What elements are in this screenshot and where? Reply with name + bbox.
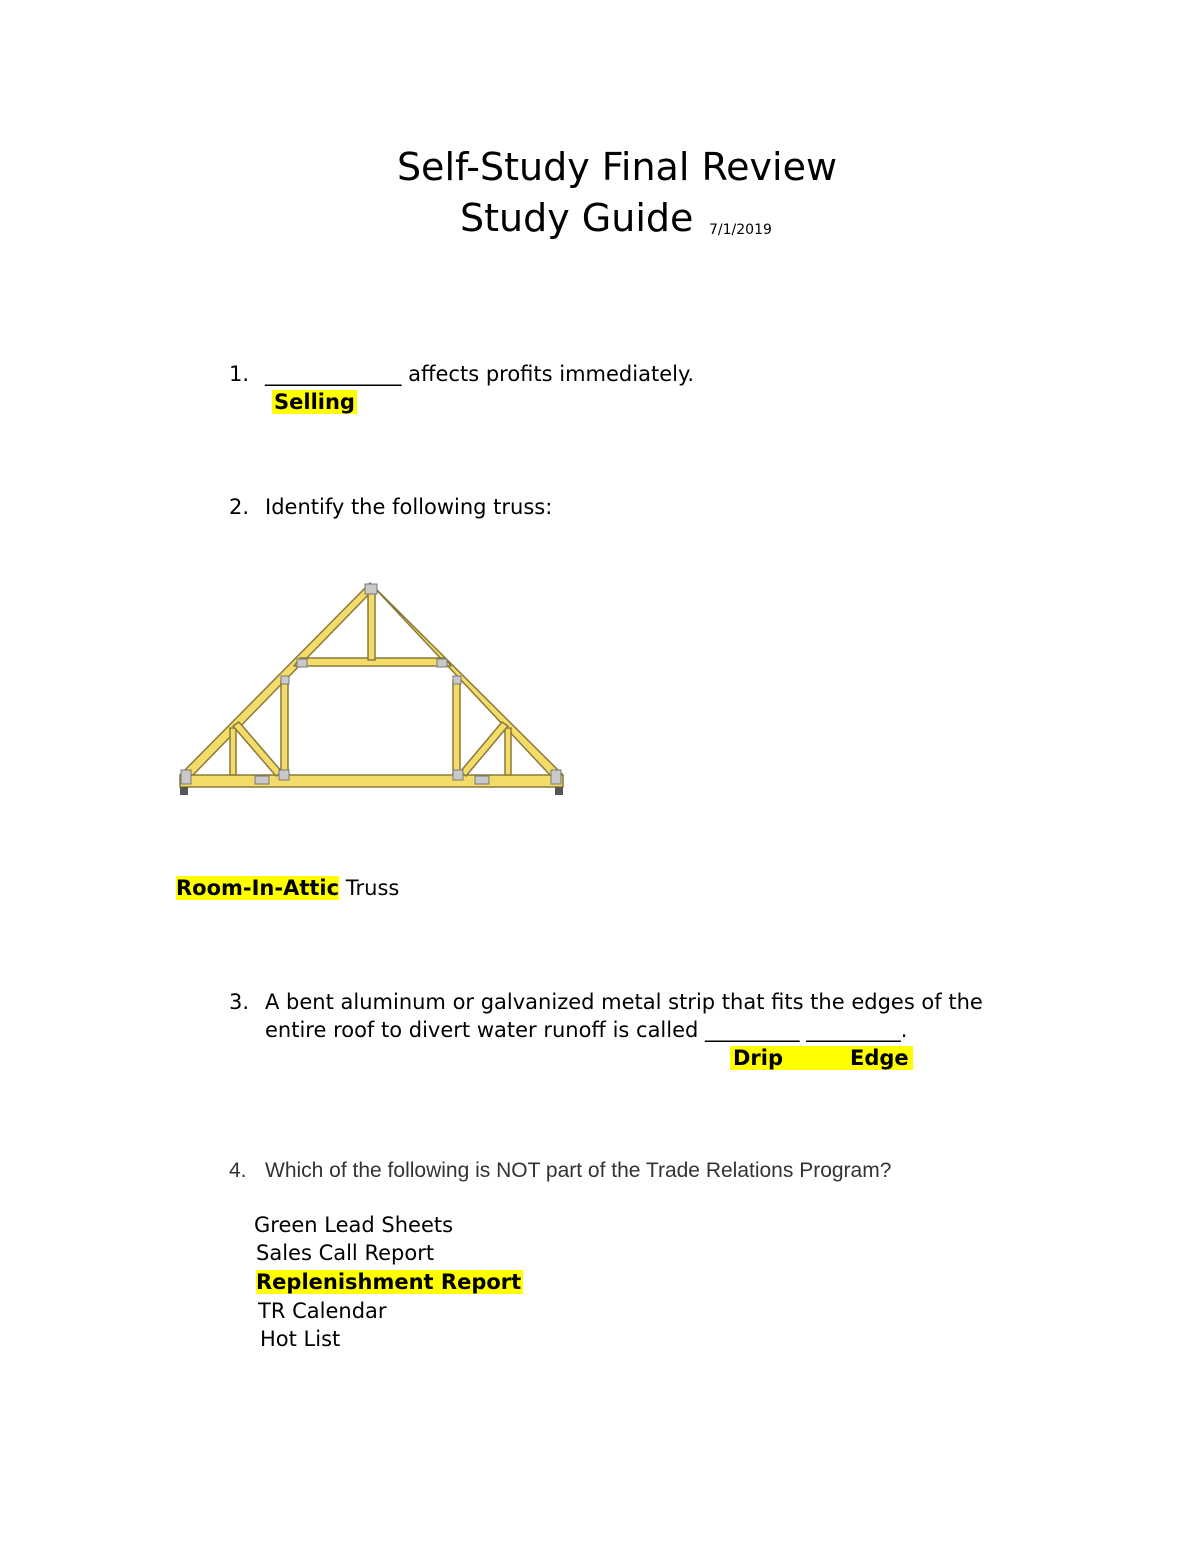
question-2-answer: Room-In-Attic [176, 876, 340, 900]
truss-left-heel-plate [181, 770, 191, 784]
truss-bottom-plate-right [475, 776, 489, 784]
question-2-text: Identify the following truss: [265, 495, 553, 519]
question-3-answer-box [730, 1046, 913, 1070]
truss-left-bearing [180, 787, 188, 795]
page-subtitle: Study Guide [460, 196, 694, 240]
truss-king-post [368, 588, 375, 660]
question-4-option-5: Hot List [260, 1327, 341, 1351]
question-3-number: 3. [229, 990, 250, 1014]
question-4-option-4: TR Calendar [258, 1299, 387, 1323]
truss-left-knee-top-plate [281, 676, 289, 684]
question-2-answer-line [176, 876, 399, 900]
document-date: 7/1/2019 [709, 222, 772, 238]
truss-left-top-chord [180, 583, 375, 775]
truss-right-knee-top-plate [453, 676, 461, 684]
question-1-number: 1. [229, 362, 250, 386]
question-4-number: 4. [229, 1159, 247, 1182]
truss-left-web-vertical [230, 728, 236, 775]
truss-right-web-diagonal [460, 722, 508, 776]
truss-left-knee-wall [281, 680, 288, 775]
truss-left-knee-plate [279, 770, 289, 780]
truss-bottom-chord [180, 775, 563, 787]
question-1-statement: affects profits immediately. [401, 362, 695, 386]
truss-left-collar-plate [297, 659, 307, 667]
question-3-line-1: A bent aluminum or galvanized metal strip that fits the edges of the [265, 990, 983, 1014]
question-1-text [265, 362, 694, 386]
truss-right-web-vertical [505, 728, 511, 775]
truss-right-collar-plate [437, 659, 447, 667]
truss-right-knee-wall [453, 680, 460, 775]
question-4-option-2: Sales Call Report [256, 1241, 435, 1265]
truss-right-top-chord [370, 583, 563, 775]
question-4-text: Which of the following is NOT part of the Trade Relations Program? [265, 1159, 892, 1182]
question-4-option-1: Green Lead Sheets [254, 1213, 454, 1237]
truss-right-knee-plate [453, 770, 463, 780]
question-1-blank: _____________ [265, 362, 402, 386]
truss-left-web-diagonal [233, 722, 282, 776]
question-4-option-3-answer: Replenishment Report [256, 1270, 522, 1294]
page-title: Self-Study Final Review [396, 145, 838, 189]
question-3-answer-1: Drip [733, 1046, 784, 1070]
truss-bottom-plate-left [255, 776, 269, 784]
question-2-answer-suffix: Truss [339, 876, 400, 900]
question-2-number: 2. [229, 495, 250, 519]
question-3-answer-2: Edge [850, 1046, 909, 1070]
truss-right-heel-plate [551, 770, 561, 784]
room-in-attic-truss-image [175, 580, 570, 800]
truss-peak-plate [365, 584, 377, 594]
truss-right-bearing [555, 787, 563, 795]
question-3-line-2: entire roof to divert water runoff is called _________ _________. [265, 1018, 908, 1042]
question-1-answer: Selling [274, 390, 355, 414]
